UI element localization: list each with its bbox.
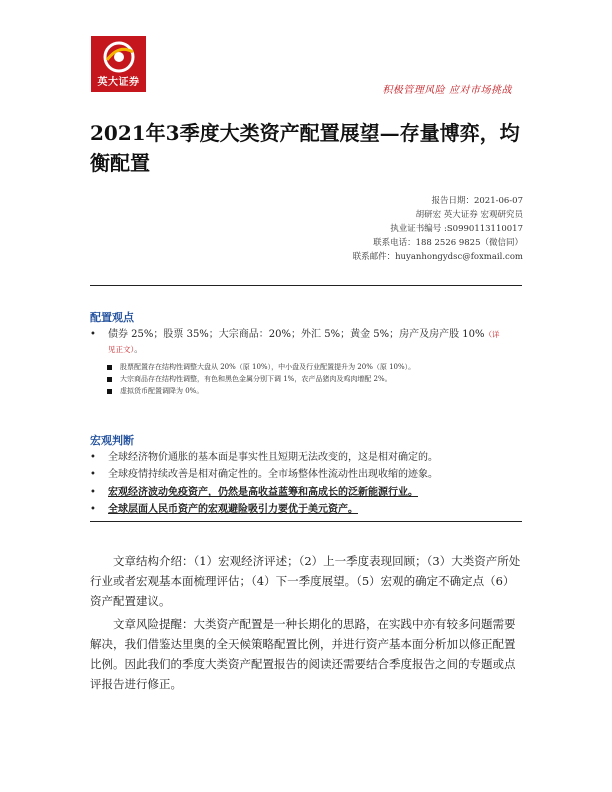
cert-number: 执业证书编号 :S0990113110017 [390, 224, 523, 234]
macro-bullet-text: 全球疫情持续改善是相对确定性的。全市场整体性流动性出现收缩的迹象。 [108, 469, 438, 480]
sub-bullet-item [107, 374, 522, 385]
note-tail: 。 [134, 345, 143, 354]
header-slogan: 积极管理风险 应对市场挑战 [382, 85, 512, 96]
macro-bullet-text: 宏观经济波动免疫资产，仍然是高收益蓝筹和高成长的泛新能源行业。 [108, 487, 418, 498]
sub-bullet-text: 虚拟货币配置调降为 0%。 [120, 387, 204, 395]
macro-bullet-text: 全球层面人民币资产的宏观避险吸引力要优于美元资产。 [108, 504, 358, 515]
report-meta [353, 194, 523, 264]
macro-bullet [90, 502, 522, 517]
report-title: 2021年3季度大类资产配置展望—存量博弈，均衡配置 [90, 121, 520, 175]
square-bullet-icon [107, 377, 112, 382]
contact-email: 联系邮件：huyanhongydsc@foxmail.com [352, 252, 523, 262]
contact-phone: 联系电话：188 2526 9825（微信同） [373, 238, 523, 248]
allocation-heading: 配置观点 [90, 311, 134, 324]
macro-bullet [90, 485, 522, 500]
allocation-main-bullet [90, 327, 522, 342]
divider-top [90, 285, 522, 286]
sub-bullet-text: 股票配置存在结构性调整大盘从 20%（原 10%），中小盘及行业配置提升为 20%（原 10%）。 [120, 363, 416, 371]
square-bullet-icon [107, 365, 112, 370]
square-bullet-icon [107, 389, 112, 394]
analyst: 胡研宏 英大证券 宏观研究员 [415, 210, 523, 220]
sub-bullet-text: 大宗商品存在结构性调整，有色和黑色金属分别下调 1%，农产品猪肉及鸡肉增配 2%。 [120, 375, 392, 383]
macro-bullet [90, 467, 522, 482]
macro-bullet [90, 450, 522, 465]
macro-heading: 宏观判断 [90, 434, 134, 447]
risk-paragraph: 文章风险提醒：大类资产配置是一种长期化的思路，在实践中亦有较多问题需要解决，我们借鉴达里奥的全天候策略配置比例，并进行资产基本面分析加以修正配置比例。因此我们的季度大类资产配置报告的阅读还需要结合季度报告之间的专题或点评报告进行修正。 [90, 617, 516, 691]
bullet-dot-icon: • [90, 452, 96, 463]
allocation-note-line [90, 342, 522, 357]
structure-paragraph: 文章结构介绍：（1）宏观经济评述；（2）上一季度表现回顾；（3）大类资产所处行业或者宏观基本面梳理评估；（4）下一季度展望。（5）宏观的确定不确定点（6）资产配置建议。 [90, 554, 521, 608]
divider-bottom [90, 521, 522, 522]
bullet-dot-icon: • [90, 329, 96, 340]
bullet-dot-icon: • [90, 504, 96, 515]
logo-text: 英大证券 [97, 77, 140, 88]
allocation-weights: 债券 25%；股票 35%；大宗商品：20%；外汇 5%；黄金 5%；房产及房产股 10% [108, 329, 485, 340]
detail-note-close: 见正文） [108, 345, 135, 354]
sub-bullet-item [107, 362, 522, 373]
report-date: 报告日期：2021-06-07 [431, 196, 523, 206]
bullet-dot-icon: • [90, 469, 96, 480]
detail-note-open: （详 [484, 330, 500, 339]
logo-emblem-icon [101, 40, 137, 74]
bullet-dot-icon: • [90, 487, 96, 498]
macro-bullet-text: 全球经济物价通胀的基本面是事实性且短期无法改变的，这是相对确定的。 [108, 452, 438, 463]
sub-bullet-item [107, 386, 522, 397]
company-logo [91, 36, 146, 92]
